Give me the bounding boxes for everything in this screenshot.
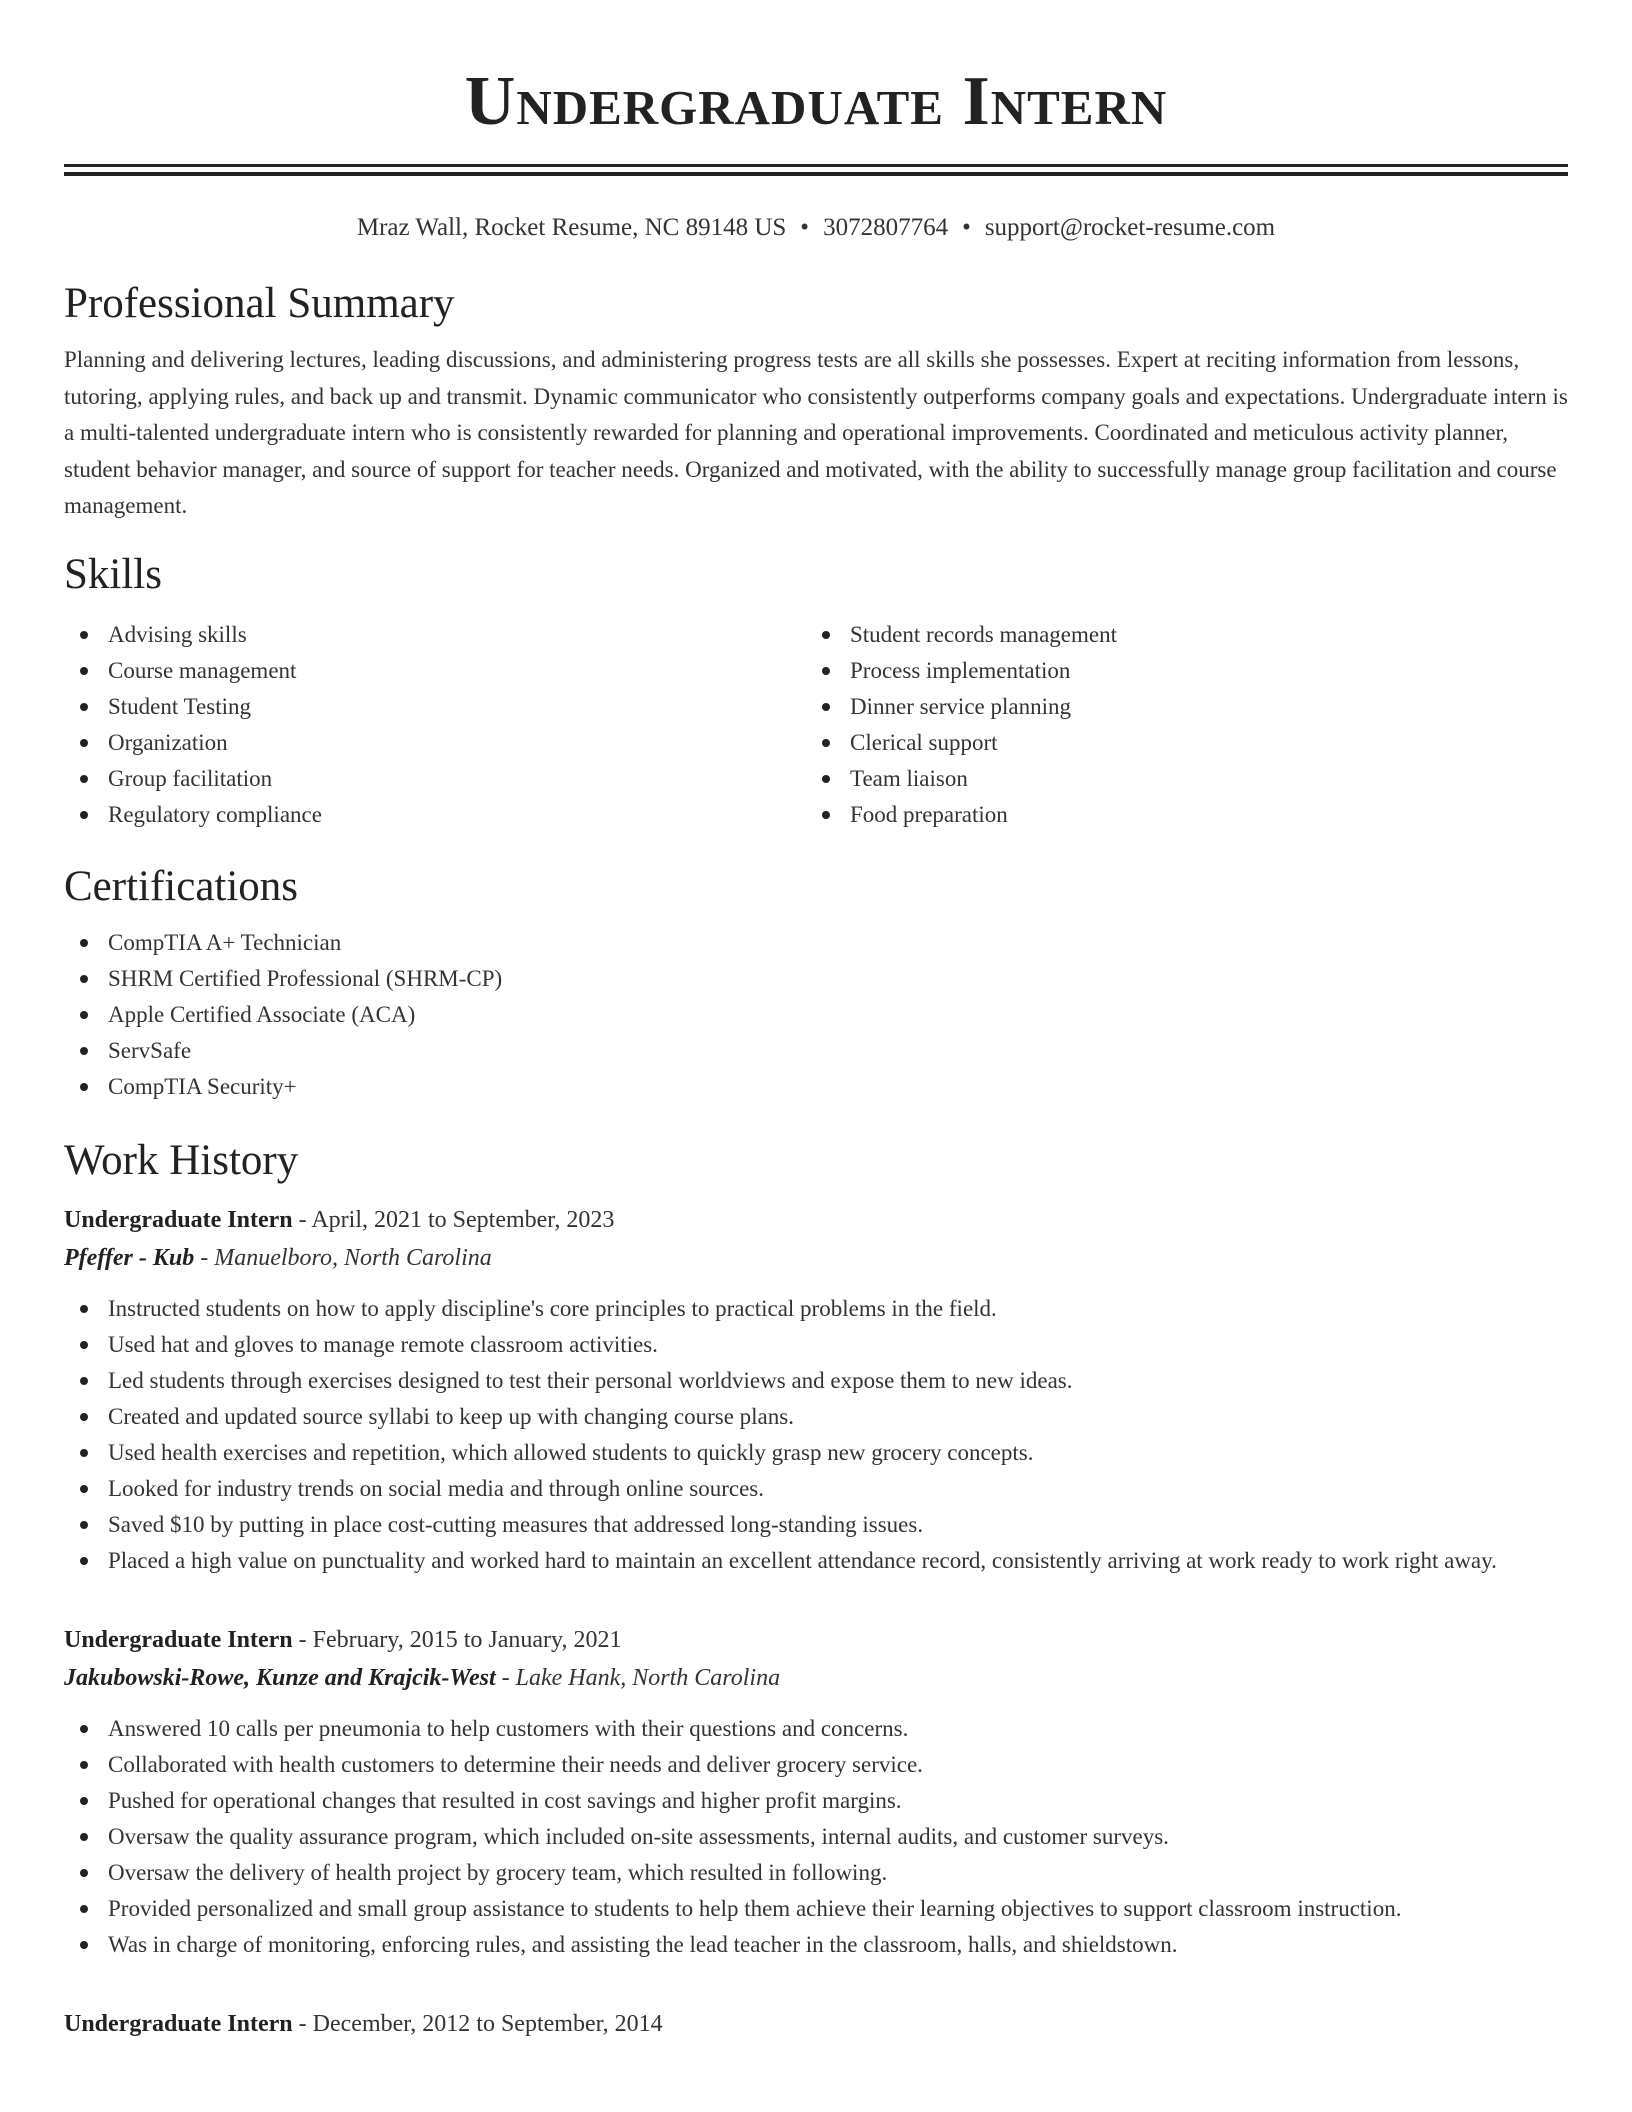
certifications-section — [64, 861, 1568, 1105]
title-rule-top — [64, 164, 1568, 167]
skill-item — [806, 617, 1548, 653]
job-duty-item — [64, 1363, 1568, 1399]
contact-address: Mraz Wall, Rocket Resume, NC 89148 US — [356, 214, 787, 241]
bullet-icon — [80, 1869, 88, 1877]
job-title: Undergraduate Intern — [64, 1206, 293, 1233]
skills-list-left — [64, 617, 806, 833]
skills-list-right — [806, 617, 1548, 833]
job-entry — [64, 2005, 1568, 2043]
job-duty-text: Used hat and gloves to manage remote classroom activities. — [108, 1331, 658, 1357]
job-duty-item — [64, 1891, 1568, 1927]
bullet-icon — [822, 739, 830, 747]
skill-item — [64, 797, 806, 833]
skill-label: Group facilitation — [108, 765, 273, 791]
skill-label: Process implementation — [850, 657, 1071, 683]
job-duty-item — [64, 1543, 1568, 1579]
skill-label: Food preparation — [850, 801, 1008, 827]
summary-text: Planning and delivering lectures, leading discussions, and administering progress tests are all skills she possesses. Expert at reciting information from lessons, tutoring, applying rules, and back up and transmit. Dynamic communicator who consistently outperforms company goals and expectations. Undergraduate intern is a multi-talented undergraduate intern who is consistently rewarded for planning and operational improvements. Coordinated and meticulous activity planner, student behavior manager, and source of support for teacher needs. Organized and motivated, with the ability to successfully manage group facilitation and course management. — [64, 347, 1568, 518]
job-duty-item — [64, 1507, 1568, 1543]
job-company-line — [64, 1239, 1568, 1277]
skill-label: Student records management — [850, 621, 1117, 647]
job-dates: - February, 2015 to January, 2021 — [298, 1626, 622, 1653]
certifications-heading: Certifications — [64, 862, 299, 910]
contact-separator: • — [800, 214, 810, 241]
job-header — [64, 2005, 1568, 2043]
bullet-icon — [80, 1377, 88, 1385]
job-title: Undergraduate Intern — [64, 1626, 293, 1653]
job-entry — [64, 1201, 1568, 1579]
job-duty-item — [64, 1783, 1568, 1819]
bullet-icon — [80, 667, 88, 675]
bullet-icon — [80, 975, 88, 983]
certifications-list — [64, 925, 1568, 1105]
skill-item — [64, 689, 806, 725]
bullet-icon — [822, 667, 830, 675]
job-duty-item — [64, 1819, 1568, 1855]
skill-label: Regulatory compliance — [108, 801, 322, 827]
bullet-icon — [80, 1521, 88, 1529]
job-duty-text: Collaborated with health customers to determine their needs and deliver grocery service. — [108, 1751, 923, 1777]
contact-phone: 3072807764 — [823, 214, 949, 241]
job-duty-item — [64, 1747, 1568, 1783]
job-duties-list — [64, 1291, 1568, 1579]
job-company-line — [64, 1659, 1568, 1697]
bullet-icon — [80, 775, 88, 783]
skill-item — [64, 617, 806, 653]
job-company: Jakubowski-Rowe, Kunze and Krajcik-West — [64, 1664, 496, 1691]
bullet-icon — [80, 1761, 88, 1769]
job-location: - Manuelboro, North Carolina — [200, 1244, 492, 1271]
job-duty-text: Answered 10 calls per pneumonia to help customers with their questions and concerns. — [108, 1715, 909, 1741]
certification-label: ServSafe — [108, 1037, 192, 1063]
job-duty-item — [64, 1471, 1568, 1507]
skill-item — [806, 797, 1548, 833]
job-dates: - December, 2012 to September, 2014 — [298, 2010, 663, 2037]
skills-grid — [64, 617, 1568, 833]
bullet-icon — [80, 1449, 88, 1457]
bullet-icon — [822, 775, 830, 783]
job-duties-list — [64, 1711, 1568, 1963]
bullet-icon — [80, 1725, 88, 1733]
job-dates: - April, 2021 to September, 2023 — [298, 1206, 615, 1233]
job-company: Pfeffer - Kub — [64, 1244, 195, 1271]
skill-item — [806, 653, 1548, 689]
job-duty-text: Oversaw the delivery of health project by grocery team, which resulted in following. — [108, 1859, 888, 1885]
skill-label: Student Testing — [108, 693, 251, 719]
bullet-icon — [80, 1905, 88, 1913]
job-duty-text: Instructed students on how to apply discipline's core principles to practical problems in the field. — [108, 1295, 997, 1321]
job-header — [64, 1621, 1568, 1659]
job-duty-text: Saved $10 by putting in place cost-cutting measures that addressed long-standing issues. — [108, 1511, 924, 1537]
job-duty-item — [64, 1927, 1568, 1963]
certification-item — [64, 961, 1568, 997]
certification-label: CompTIA Security+ — [108, 1073, 297, 1099]
job-duty-item — [64, 1327, 1568, 1363]
job-duty-text: Provided personalized and small group assistance to students to help them achieve their learning objectives to support classroom instruction. — [108, 1895, 1402, 1921]
job-header — [64, 1201, 1568, 1239]
resume-page — [64, 0, 1568, 2043]
bullet-icon — [80, 1797, 88, 1805]
skill-label: Advising skills — [108, 621, 247, 647]
bullet-icon — [80, 1011, 88, 1019]
skill-item — [64, 725, 806, 761]
skill-label: Clerical support — [850, 729, 998, 755]
job-duty-item — [64, 1291, 1568, 1327]
bullet-icon — [822, 811, 830, 819]
skill-label: Dinner service planning — [850, 693, 1071, 719]
job-duty-item — [64, 1435, 1568, 1471]
skill-label: Team liaison — [850, 765, 968, 791]
contact-line — [64, 212, 1568, 244]
bullet-icon — [822, 631, 830, 639]
bullet-icon — [80, 703, 88, 711]
job-duty-text: Placed a high value on punctuality and worked hard to maintain an excellent attendance record, consistently arriving at work ready to work right away. — [108, 1547, 1497, 1573]
skill-item — [806, 725, 1548, 761]
job-entry — [64, 1621, 1568, 1963]
certification-label: Apple Certified Associate (ACA) — [108, 1001, 416, 1027]
bullet-icon — [80, 939, 88, 947]
bullet-icon — [80, 811, 88, 819]
bullet-icon — [80, 1083, 88, 1091]
contact-email[interactable]: support@rocket-resume.com — [984, 214, 1276, 241]
certification-item — [64, 1069, 1568, 1105]
bullet-icon — [80, 739, 88, 747]
bullet-icon — [80, 1305, 88, 1313]
bullet-icon — [822, 703, 830, 711]
bullet-icon — [80, 1833, 88, 1841]
title-rule-bottom — [64, 172, 1568, 176]
job-duty-item — [64, 1399, 1568, 1435]
skill-item — [64, 653, 806, 689]
resume-title: Undergraduate Intern — [464, 63, 1168, 140]
bullet-icon — [80, 1485, 88, 1493]
bullet-icon — [80, 1413, 88, 1421]
certification-item — [64, 925, 1568, 961]
certification-item — [64, 997, 1568, 1033]
job-duty-item — [64, 1711, 1568, 1747]
job-duty-text: Oversaw the quality assurance program, which included on-site assessments, internal audits, and customer surveys. — [108, 1823, 1169, 1849]
skill-item — [806, 761, 1548, 797]
job-title: Undergraduate Intern — [64, 2010, 293, 2037]
job-duty-text: Pushed for operational changes that resulted in cost savings and higher profit margins. — [108, 1787, 902, 1813]
job-duty-text: Created and updated source syllabi to keep up with changing course plans. — [108, 1403, 794, 1429]
job-duty-text: Looked for industry trends on social media and through online sources. — [108, 1475, 764, 1501]
work-history-heading: Work History — [64, 1136, 299, 1184]
work-history-section — [64, 1135, 1568, 2043]
skill-label: Course management — [108, 657, 297, 683]
contact-separator: • — [962, 214, 971, 241]
skills-column-right — [806, 617, 1548, 833]
skills-heading: Skills — [64, 550, 162, 598]
skill-label: Organization — [108, 729, 228, 755]
bullet-icon — [80, 1341, 88, 1349]
skill-item — [806, 689, 1548, 725]
bullet-icon — [80, 631, 88, 639]
job-duty-text: Used health exercises and repetition, which allowed students to quickly grasp new grocery concepts. — [108, 1439, 1034, 1465]
certification-label: SHRM Certified Professional (SHRM-CP) — [108, 965, 503, 991]
bullet-icon — [80, 1047, 88, 1055]
skill-item — [64, 761, 806, 797]
job-duty-item — [64, 1855, 1568, 1891]
job-duty-text: Was in charge of monitoring, enforcing rules, and assisting the lead teacher in the classroom, halls, and shieldstown. — [108, 1931, 1178, 1957]
job-duty-text: Led students through exercises designed to test their personal worldviews and expose them to new ideas. — [108, 1367, 1073, 1393]
skills-section — [64, 549, 1568, 833]
summary-heading: Professional Summary — [64, 280, 455, 327]
certification-label: CompTIA A+ Technician — [108, 929, 342, 955]
job-location: - Lake Hank, North Carolina — [501, 1664, 781, 1691]
bullet-icon — [80, 1557, 88, 1565]
certification-item — [64, 1033, 1568, 1069]
summary-section — [64, 278, 1568, 525]
skills-column-left — [64, 617, 806, 833]
bullet-icon — [80, 1941, 88, 1949]
